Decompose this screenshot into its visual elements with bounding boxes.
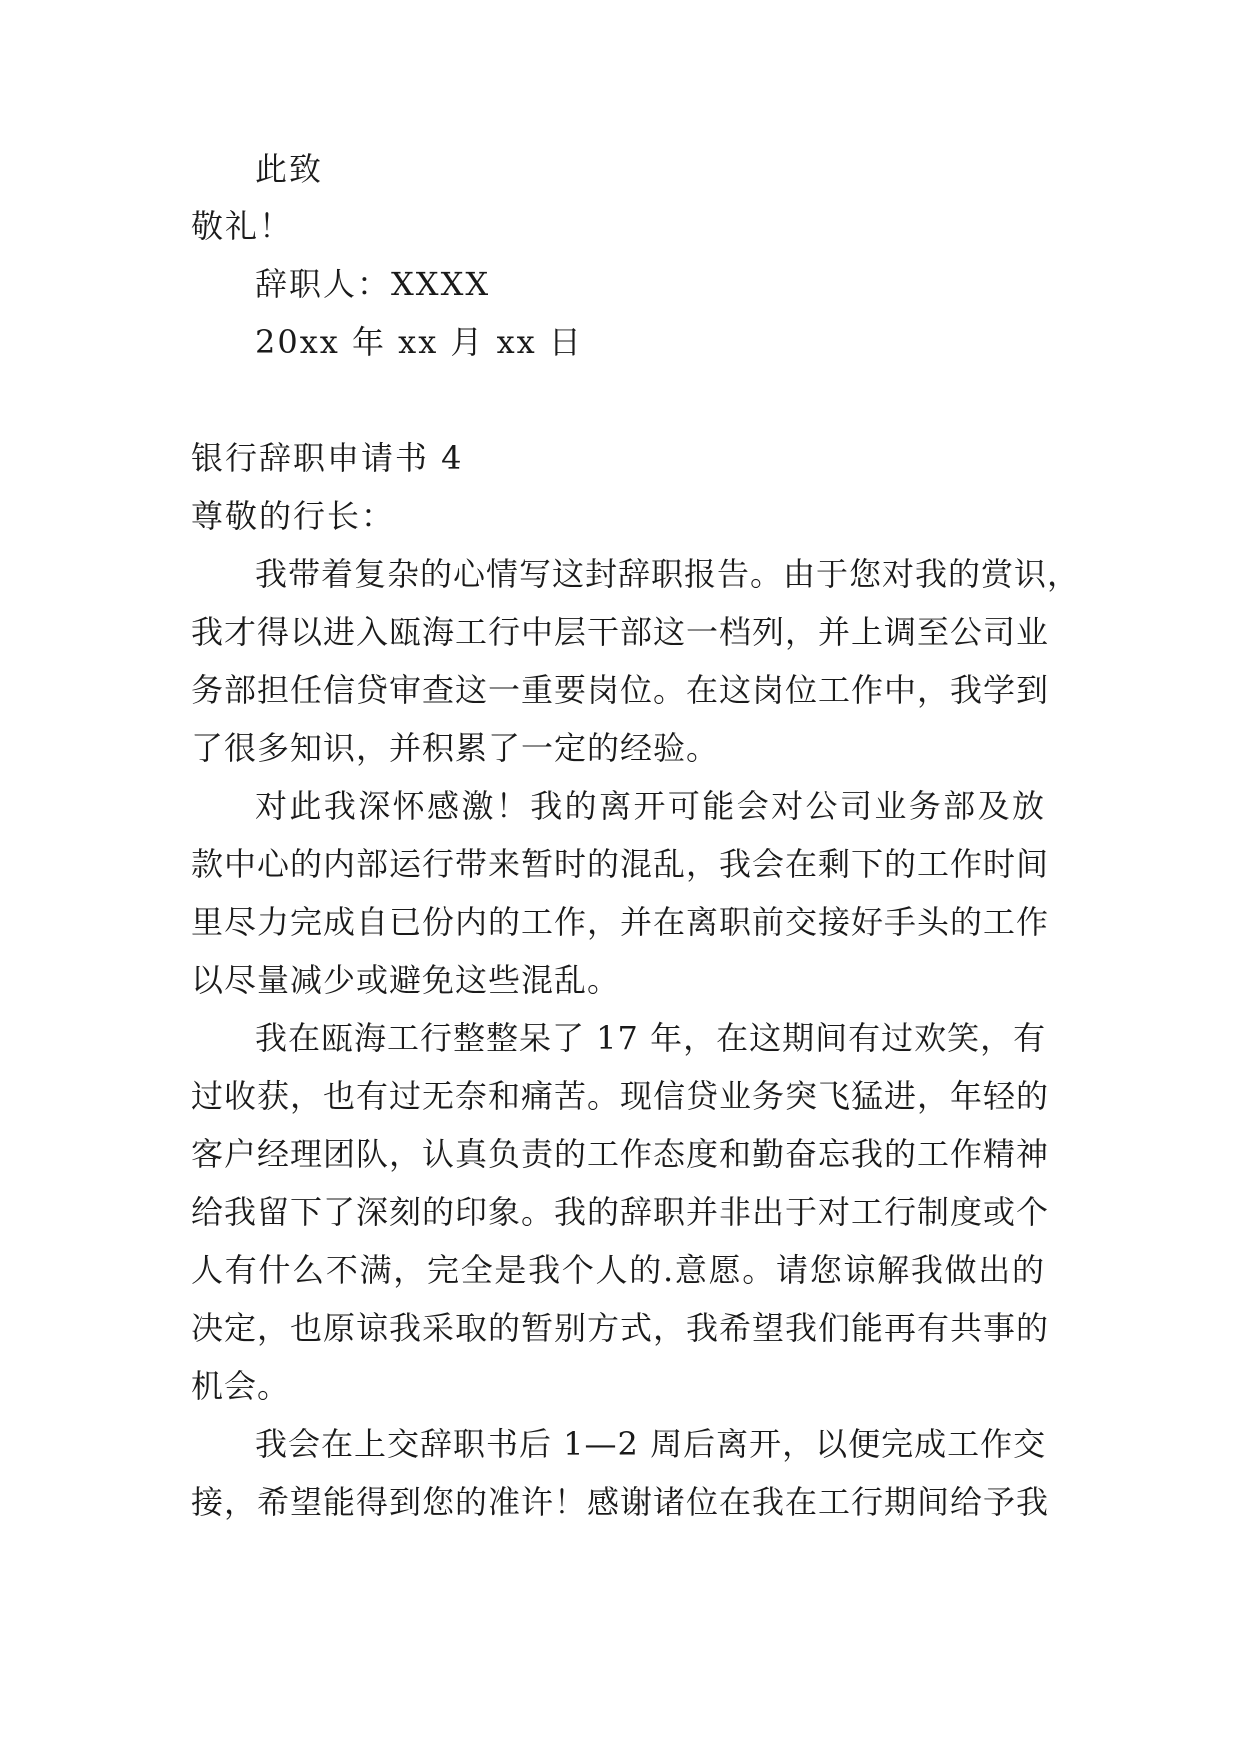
paragraph-line: 我带着复杂的心情写这封辞职报告。由于您对我的赏识，	[255, 555, 1081, 593]
paragraph-line: 我会在上交辞职书后 1—2 周后离开，以便完成工作交	[255, 1425, 1047, 1463]
date-line: 20xx 年 xx 月 xx 日	[255, 323, 583, 361]
paragraph-line: 机会。	[191, 1367, 291, 1405]
paragraph-line: 以尽量减少或避免这些混乱。	[191, 961, 621, 999]
paragraph-line: 接，希望能得到您的准许！感谢诸位在我在工行期间给予我	[191, 1483, 1050, 1521]
letter-title: 银行辞职申请书 4	[191, 439, 464, 477]
paragraph-line: 款中心的内部运行带来暂时的混乱，我会在剩下的工作时间	[191, 845, 1050, 883]
closing-greeting: 此致	[255, 150, 324, 188]
paragraph-line: 里尽力完成自已份内的工作，并在离职前交接好手头的工作	[191, 903, 1050, 941]
paragraph-line: 给我留下了深刻的印象。我的辞职并非出于对工行制度或个	[191, 1193, 1050, 1231]
closing-salute: 敬礼！	[191, 207, 294, 245]
letter-addressee: 尊敬的行长：	[191, 497, 396, 535]
paragraph-line: 对此我深怀感激！我的离开可能会对公司业务部及放	[255, 787, 1045, 825]
paragraph-line: 我在瓯海工行整整呆了 17 年，在这期间有过欢笑，有	[255, 1019, 1047, 1057]
paragraph-line: 客户经理团队，认真负责的工作态度和勤奋忘我的工作精神	[191, 1135, 1050, 1173]
paragraph-line: 过收获，也有过无奈和痛苦。现信贷业务突飞猛进，年轻的	[191, 1077, 1050, 1115]
paragraph-line: 了很多知识，并积累了一定的经验。	[191, 729, 720, 767]
paragraph-line: 决定，也原谅我采取的暂别方式，我希望我们能再有共事的	[191, 1309, 1050, 1347]
paragraph-line: 我才得以进入瓯海工行中层干部这一档列，并上调至公司业	[191, 613, 1050, 651]
paragraph-line: 务部担任信贷审查这一重要岗位。在这岗位工作中，我学到	[191, 671, 1050, 709]
signer-line: 辞职人：XXXX	[255, 265, 491, 303]
paragraph-line: 人有什么不满，完全是我个人的.意愿。请您谅解我做出的	[191, 1251, 1045, 1289]
